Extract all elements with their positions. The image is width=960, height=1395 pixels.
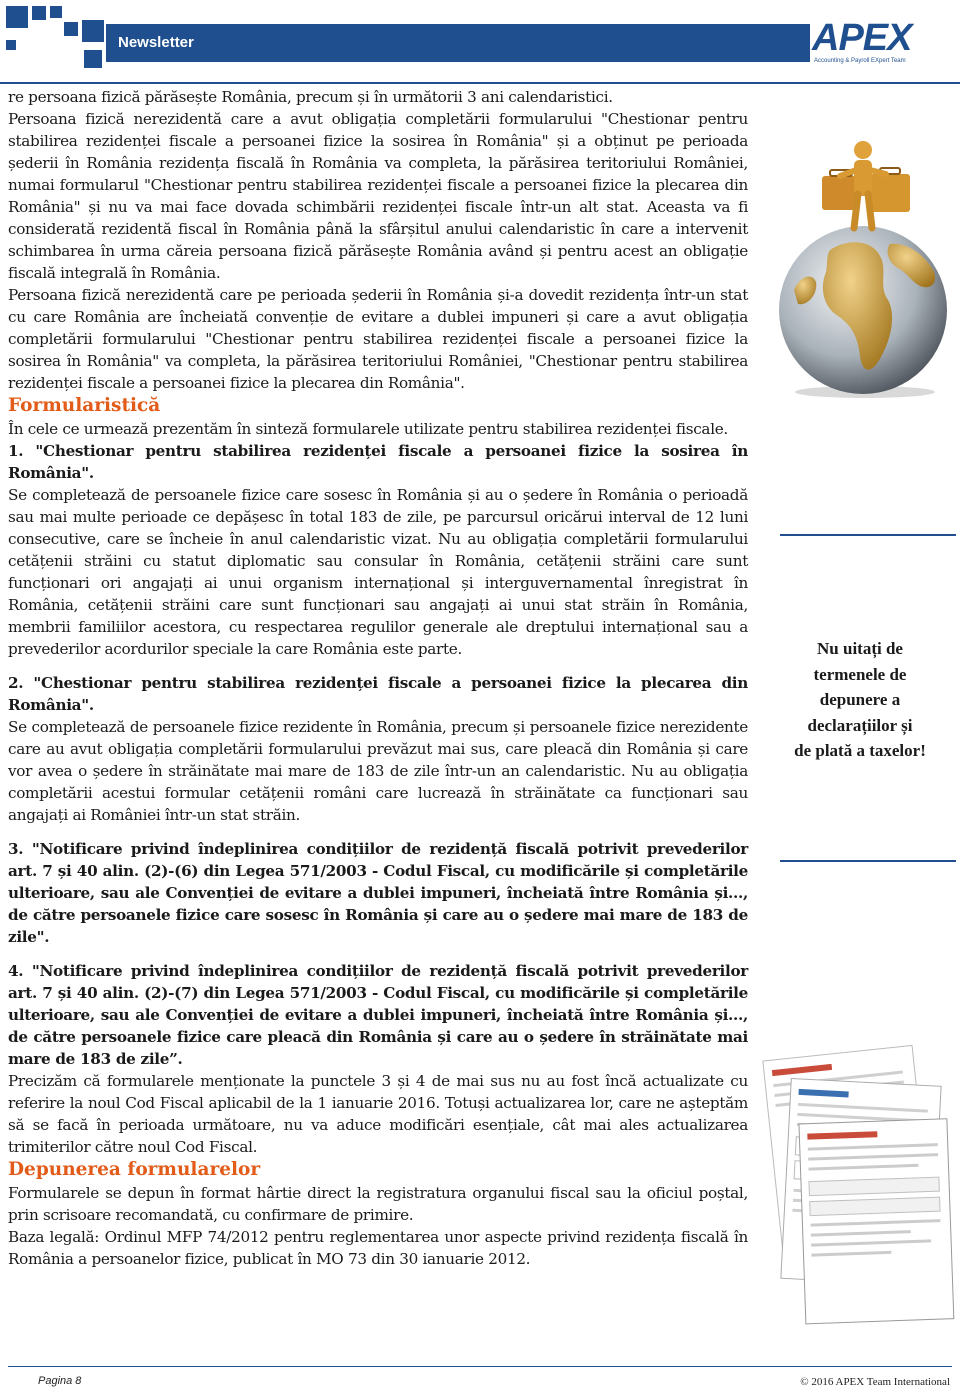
section-heading-depunere: Depunerea formularelor bbox=[8, 1159, 261, 1180]
page-number: Pagina 8 bbox=[38, 1375, 82, 1387]
paragraph: Se completează de persoanele fizice rezidente în România, precum și persoanele fizice nerezidente care au avut obligația completării formularului prevăzut mai sus, care pleacă din România și care vor avea o ședere în străinătate mai mare de 183 de zile într-un an calendaristic. Nu au obligația completării acestui formular cetățenii români care lucrează în străinătate ca funcționari sau angajați ai României într-un stat străin. bbox=[8, 718, 748, 824]
header-square bbox=[32, 6, 46, 20]
item-title: 1. "Chestionar pentru stabilirea rezidenței fiscale a persoanei fizice la sosirea în România". bbox=[8, 442, 748, 482]
item-title: 2. "Chestionar pentru stabilirea rezidenței fiscale a persoanei fizice la plecarea din România". bbox=[8, 674, 748, 714]
reminder-line: termenele de bbox=[813, 664, 907, 684]
header-square bbox=[84, 50, 102, 68]
footer-divider bbox=[8, 1366, 952, 1367]
reminder-line: Nu uitați de bbox=[817, 639, 903, 658]
sidebar-rule-bottom bbox=[780, 860, 956, 862]
header-square bbox=[50, 6, 62, 18]
paragraph: Formularele se depun în format hârtie direct la registratura organului fiscal sau la oficiul poștal, prin scrisoare recomandată, cu confirmare de primire. bbox=[8, 1184, 748, 1224]
section-heading-formularistica: Formularistică bbox=[8, 395, 161, 416]
header-divider bbox=[0, 82, 960, 84]
reminder-line: de plată a taxelor! bbox=[794, 741, 926, 760]
header-square bbox=[6, 40, 16, 50]
globe-businessman-illustration bbox=[770, 110, 955, 400]
paragraph: re persoana fizică părăsește România, precum și în următorii 3 ani calendaristici. bbox=[8, 88, 613, 106]
item-title: 4. "Notificare privind îndeplinirea condițiilor de rezidență fiscală potrivit prevederilor art. 7 și 40 alin. (2)-(7) din Legea 571/2003 - Codul Fiscal, cu modificările și completările ulterioare, sau ale Convenției de evitare a dublei impuneri, încheiată între România și..., de către persoanele fizice care pleacă din România și care au o ședere în străinătate mai mare de 183 de zile”. bbox=[8, 962, 748, 1068]
paragraph: Persoana fizică nerezidentă care pe perioada șederii în România și-a dovedit rezidența într-un stat cu care România are încheiată convenție de evitare a dublei impuneri și care a avut obligația completării formularului "Chestionar pentru stabilirea rezidenței fiscale a persoanei fizice la sosirea în România" va completa, la părăsirea teritoriului României, "Chestionar pentru stabilirea rezidenței fiscale a persoanei fizice la plecarea din România". bbox=[8, 286, 748, 392]
copyright: © 2016 APEX Team International bbox=[800, 1376, 950, 1388]
paragraph: Persoana fizică nerezidentă care a avut obligația completării formularului "Chestionar pentru stabilirea rezidenței fiscale a persoanei fizice la sosirea în România" și a obținut pe perioada șederii în România rezidența fiscală în România va completa, la părăsirea teritoriului României, numai formularul "Chestionar pentru stabilirea rezidenței fiscale a persoanei fizice la plecarea din România" și nu va mai face dovada schimbării rezidenței fiscale într-un alt stat. Aceasta va fi considerată rezidentă fiscal în România până la sfârșitul anului calendaristic în care a intervenit schimbarea în urma căreia persoana fizică părăsește România având și pentru acest an obligație fiscală integrală în România. bbox=[8, 110, 748, 282]
paragraph: Baza legală: Ordinul MFP 74/2012 pentru reglementarea unor aspecte privind rezidența fiscală în România a persoanelor fizice, publicat în MO 73 din 30 ianuarie 2012. bbox=[8, 1228, 748, 1268]
header-square-large bbox=[6, 6, 28, 28]
logo-tagline: Accounting & Payroll EXpert Team bbox=[814, 58, 906, 64]
header-square bbox=[82, 20, 104, 42]
apex-logo: APEX bbox=[812, 17, 912, 59]
reminder-line: depunere a bbox=[819, 690, 901, 709]
reminder-line: declarațiilor și bbox=[807, 715, 913, 735]
item-title: 3. "Notificare privind îndeplinirea condițiilor de rezidență fiscală potrivit prevederilor art. 7 și 40 alin. (2)-(6) din Legea 571/2003 - Codul Fiscal, cu modificările și completările ulterioare, sau ale Convenției de evitare a dublei impuneri, încheiată între România și..., de către persoanele fizice care sosesc în România și care au o ședere mai mare de 183 de zile". bbox=[8, 840, 748, 946]
paragraph: Precizăm că formularele menționate la punctele 3 și 4 de mai sus nu au fost încă actualizate cu referire la noul Cod Fiscal aplicabil de la 1 ianuarie 2016. Totuși actualizarea lor, care ne așteptăm să se facă în perioada următoare, nu va aduce modificări esențiale, cât mai ales actualizarea trimiterilor către noul Cod Fiscal. bbox=[8, 1072, 748, 1156]
paragraph: Se completează de persoanele fizice care sosesc în România și au o ședere în România o perioadă sau mai multe perioade ce depășesc în total 183 de zile, pe parcursul oricărui interval de 12 luni consecutive, care se încheie în anul calendaristic vizat. Nu au obligația completării formularului cetățenii străini cu statut diplomatic sau consular în România, cetățenii străini care sunt funcționari ori angajați ai unui organism internațional și interguvernamental înregistrat în România, cetățenii străini care sunt funcționari sau angajați ai unui stat străin în România, membrii familiilor acestora, cu respectarea regulilor generale ale dreptului internațional sau a prevederilor acordurilor speciale la care România este parte. bbox=[8, 486, 748, 658]
sidebar-rule-top bbox=[780, 534, 956, 536]
paragraph: În cele ce urmează prezentăm în sinteză formularele utilizate pentru stabilirea rezidenței fiscale. bbox=[8, 420, 728, 438]
article-body bbox=[8, 86, 748, 1270]
header-square bbox=[64, 22, 78, 36]
forms-stack-illustration bbox=[756, 1032, 956, 1332]
newsletter-title: Newsletter bbox=[106, 24, 810, 62]
deadline-reminder bbox=[770, 636, 950, 764]
